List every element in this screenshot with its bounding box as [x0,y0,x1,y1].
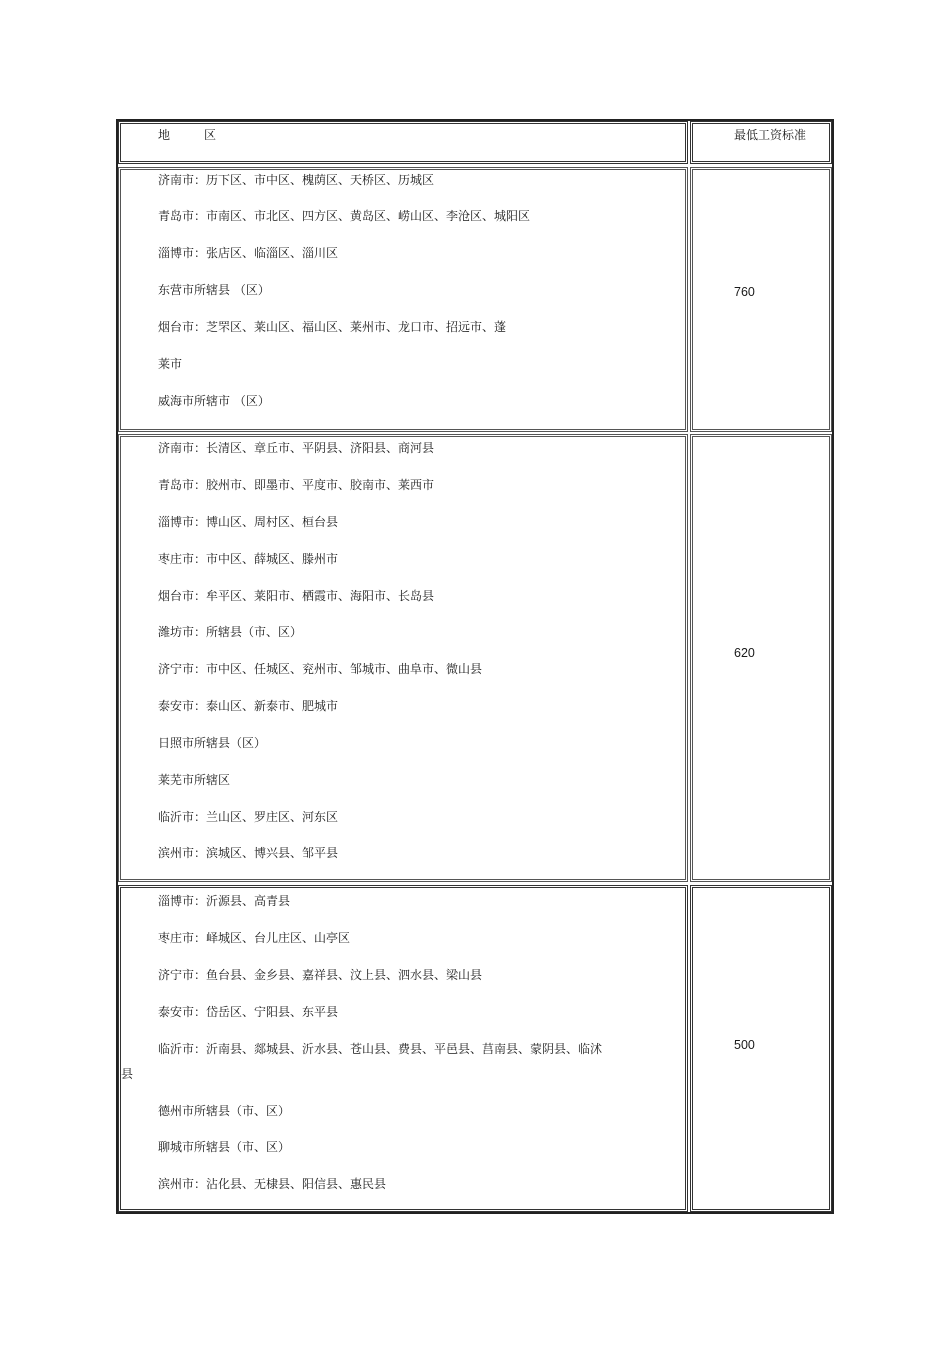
tier-620-wage-cell [690,434,832,882]
tier-620-line: 莱芜市所辖区 [158,773,231,787]
tier-620-line: 潍坊市：所辖县（市、区） [158,625,303,639]
tier-760-line: 威海市所辖市 （区） [158,394,270,408]
tier-760-line: 东营市所辖县 （区） [158,283,270,297]
header-region-char-1: 地 [158,128,171,142]
tier-500-line: 淄博市：沂源县、高青县 [158,894,291,908]
tier-620-line: 青岛市：胶州市、即墨市、平度市、胶南市、莱西市 [158,478,435,492]
tier-620-line: 泰安市：泰山区、新泰市、肥城市 [158,699,339,713]
tier-760-wage-cell [690,167,832,432]
tier-620-wage-value: 620 [734,646,755,660]
tier-760-line: 莱市 [158,357,183,371]
tier-760-line: 青岛市：市南区、市北区、四方区、黄岛区、崂山区、李沧区、城阳区 [158,209,531,223]
tier-620-line: 济宁市：市中区、任城区、兖州市、邹城市、曲阜市、微山县 [158,662,483,676]
tier-620-line: 日照市所辖县（区） [158,736,267,750]
tier-500-wage-value: 500 [734,1038,755,1052]
tier-620-line: 济南市：长清区、章丘市、平阴县、济阳县、商河县 [158,441,435,455]
tier-500-line: 枣庄市：峄城区、台儿庄区、山亭区 [158,931,351,945]
tier-500-wage-cell [690,885,832,1212]
tier-760-line: 烟台市：芝罘区、莱山区、福山区、莱州市、龙口市、招远市、蓬 [158,320,507,334]
tier-500-line: 泰安市：岱岳区、宁阳县、东平县 [158,1005,339,1019]
tier-500-line: 临沂市：沂南县、郯城县、沂水县、苍山县、费县、平邑县、莒南县、蒙阴县、临沭 [158,1042,603,1056]
tier-500-line: 济宁市：鱼台县、金乡县、嘉祥县、汶上县、泗水县、梁山县 [158,968,483,982]
header-wage-label: 最低工资标准 [734,128,807,142]
tier-620-line: 枣庄市：市中区、薛城区、滕州市 [158,552,339,566]
tier-760-line: 淄博市：张店区、临淄区、淄川区 [158,246,339,260]
tier-760-line: 济南市：历下区、市中区、槐荫区、天桥区、历城区 [158,173,435,187]
tier-620-line: 临沂市：兰山区、罗庄区、河东区 [158,810,339,824]
tier-500-line: 德州市所辖县（市、区） [158,1104,291,1118]
tier-620-line: 烟台市：牟平区、莱阳市、栖霞市、海阳市、长岛县 [158,589,435,603]
tier-620-line: 滨州市：滨城区、博兴县、邹平县 [158,846,339,860]
tier-500-line: 聊城市所辖县（市、区） [158,1140,291,1154]
tier-760-wage-value: 760 [734,285,755,299]
tier-620-line: 淄博市：博山区、周村区、桓台县 [158,515,339,529]
header-region-char-2: 区 [204,128,217,142]
tier-500-line: 县 [121,1067,134,1081]
tier-500-line: 滨州市：沾化县、无棣县、阳信县、惠民县 [158,1177,387,1191]
